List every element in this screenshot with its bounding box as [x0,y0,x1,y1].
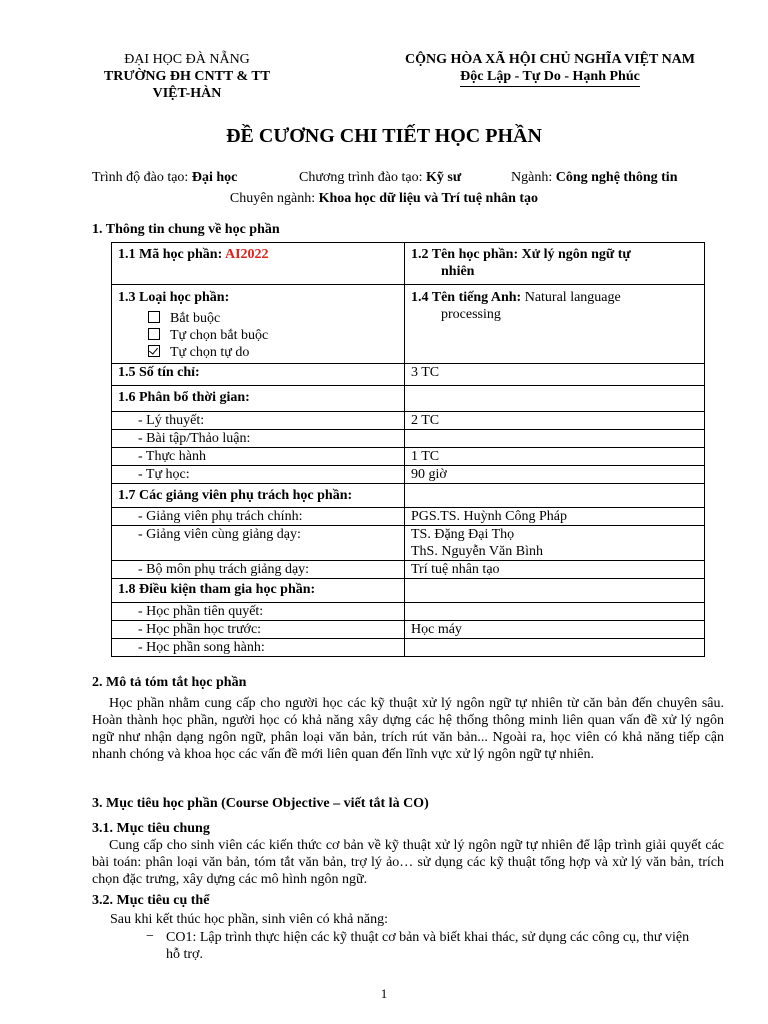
page-number: 1 [380,986,388,1001]
prerequisite-course-label: - Học phần tiên quyết: [112,603,405,621]
self-study-value: 90 giờ [405,466,705,484]
general-objective-heading: 3.1. Mục tiêu chung [92,821,210,836]
self-study-label: - Tự học: [112,466,405,484]
checkbox-unchecked-icon[interactable] [148,311,160,323]
main-lecturer-label: - Giảng viên phụ trách chính: [112,508,405,526]
prerequisite-course-value [405,603,705,621]
parallel-course-value [405,639,705,657]
type-option-elective-required[interactable]: Tự chọn bắt buộc [118,327,398,344]
previous-course-value: Học máy [405,621,705,639]
general-objective-body: Cung cấp cho sinh viên các kiến thức cơ bản về kỹ thuật xử lý ngôn ngữ tự nhiên để lập trình giải quyết các bài toán: phân loại văn bản, tóm tắt văn bản, trợ lý ảo… sử dụng các kỹ thuật tổng hợp và xử lý văn bản, trích chọn đặc trưng, xây dựng các mô hình ngôn ngữ. [92,838,724,887]
national-motto: Độc Lập - Tự Do - Hạnh Phúc [460,68,640,87]
institution-header [92,51,282,102]
major-info: Ngành: Công nghệ thông tin [511,170,678,185]
lecturers-label: 1.7 Các giảng viên phụ trách học phần: [112,484,405,508]
course-name-cell: 1.2 Tên học phần: Xử lý ngôn ngữ tự nhiên [405,243,705,285]
school-name: TRƯỜNG ĐH CNTT & TT VIỆT-HÀN [103,69,271,101]
level-info: Trình độ đào tạo: Đại học [92,170,238,185]
specific-objective-heading: 3.2. Mục tiêu cụ thể [92,893,210,908]
exercise-value [405,430,705,448]
theory-label: - Lý thuyết: [112,412,405,430]
nation-name: CỘNG HÒA XÃ HỘI CHỦ NGHĨA VIỆT NAM [404,52,695,67]
course-code-value: AI2022 [224,247,269,262]
parallel-course-label: - Học phần song hành: [112,639,405,657]
practice-label: - Thực hành [112,448,405,466]
credits-label: 1.5 Số tín chỉ: [112,364,405,386]
course-type-cell: 1.3 Loại học phần: Bắt buộc Tự chọn bắt buộc Tự chọn tự do [112,285,405,364]
co1-item: CO1: Lập trình thực hiện các kỹ thuật cơ bản và biết khai thác, sử dụng các công cụ, thư viện hỗ trợ. [166,930,690,962]
type-option-free-elective[interactable]: Tự chọn tự do [118,344,398,361]
theory-value: 2 TC [405,412,705,430]
type-option-required[interactable]: Bắt buộc [118,310,398,327]
english-name-cell: 1.4 Tên tiếng Anh: Natural language processing [405,285,705,364]
section1-heading: 1. Thông tin chung về học phần [92,222,280,237]
exercise-label: - Bài tập/Thảo luận: [112,430,405,448]
department-value: Trí tuệ nhân tạo [405,561,705,579]
national-header [384,51,716,87]
document-title: ĐỀ CƯƠNG CHI TIẾT HỌC PHẦN [226,125,542,147]
checkbox-checked-icon[interactable] [148,345,160,357]
co-lecturer-label: - Giảng viên cùng giảng dạy: [112,526,405,561]
section2-heading: 2. Mô tả tóm tắt học phần [92,675,247,690]
prerequisites-label: 1.8 Điều kiện tham gia học phần: [112,579,405,603]
checkbox-unchecked-icon[interactable] [148,328,160,340]
course-code-cell: 1.1 Mã học phần: AI2022 [112,243,405,285]
co-lecturer-value: TS. Đặng Đại Thọ ThS. Nguyễn Văn Bình [405,526,705,561]
time-allocation-label: 1.6 Phân bổ thời gian: [112,386,405,412]
course-info-table [111,242,705,657]
section3-heading: 3. Mục tiêu học phần (Course Objective – viết tắt là CO) [92,796,429,811]
course-description: Học phần nhằm cung cấp cho người học các kỹ thuật xử lý ngôn ngữ tự nhiên từ căn bản đến chuyên sâu. Hoàn thành học phần, người học có khả năng xây dựng các hệ thống thông minh liên quan vấn đề xử lý ngôn ngữ như nhận dạng ngôn ngữ, phân loại văn bản, trích rút văn bản... Ngoài ra, học viên có khả năng tiếp cận nhanh chóng và khoa học các vấn đề mới liên quan đến lĩnh vực xử lý ngôn ngữ tự nhiên. [92,696,724,762]
specialization-info: Chuyên ngành: Khoa học dữ liệu và Trí tuệ nhân tạo [229,191,539,206]
university-name: ĐẠI HỌC ĐÀ NẴNG [124,52,250,67]
practice-value: 1 TC [405,448,705,466]
credits-value: 3 TC [405,364,705,386]
previous-course-label: - Học phần học trước: [112,621,405,639]
program-type-info: Chương trình đào tạo: Kỹ sư [299,170,462,185]
main-lecturer-value: PGS.TS. Huỳnh Công Pháp [405,508,705,526]
department-label: - Bộ môn phụ trách giảng dạy: [112,561,405,579]
specific-objective-intro: Sau khi kết thúc học phần, sinh viên có khả năng: [110,912,388,927]
co1-dash: − [146,929,154,944]
